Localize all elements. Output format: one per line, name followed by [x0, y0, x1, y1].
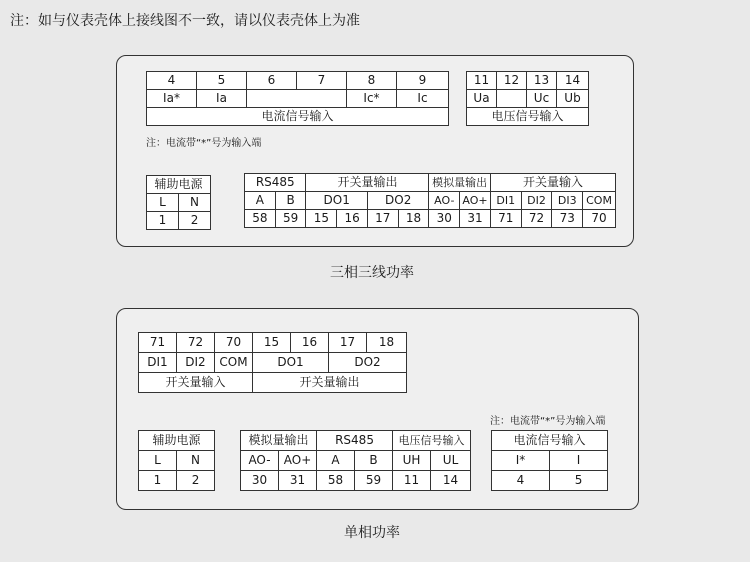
three-phase-caption: 三相三线功率: [330, 265, 414, 281]
group-title: RS485: [245, 174, 306, 192]
group-row: [241, 431, 471, 451]
terminal-label: COM: [215, 353, 253, 373]
terminal-label: AO+: [460, 192, 491, 210]
terminal-number: 8: [347, 72, 397, 90]
single-phase-mid-table: [240, 430, 471, 491]
terminal-number: 30: [241, 471, 279, 491]
terminal-label: L: [147, 194, 179, 212]
terminal-number: 70: [583, 210, 616, 228]
terminal-number: 73: [552, 210, 583, 228]
terminal-label-row: [245, 192, 616, 210]
terminal-number: 14: [557, 72, 589, 90]
terminal-number-row: [467, 72, 589, 90]
terminal-label: [247, 90, 347, 108]
single-phase-current-table: [491, 430, 608, 491]
terminal-number: 59: [355, 471, 393, 491]
terminal-label: B: [355, 451, 393, 471]
group-title: 电流信号输入: [492, 431, 608, 451]
terminal-number: 9: [397, 72, 449, 90]
terminal-label: DO2: [329, 353, 407, 373]
group-title: 开关量输出: [306, 174, 429, 192]
terminal-label: N: [177, 451, 215, 471]
group-title: 电流信号输入: [147, 108, 449, 126]
terminal-label: DO1: [253, 353, 329, 373]
terminal-number: 30: [429, 210, 460, 228]
terminal-label: AO-: [429, 192, 460, 210]
terminal-number: 31: [460, 210, 491, 228]
terminal-label-row: [147, 90, 449, 108]
terminal-label: UH: [393, 451, 431, 471]
terminal-label-row: [241, 451, 471, 471]
terminal-number: 15: [306, 210, 337, 228]
terminal-number: 5: [197, 72, 247, 90]
terminal-label: DI2: [177, 353, 215, 373]
terminal-label: DO2: [367, 192, 428, 210]
terminal-label: L: [139, 451, 177, 471]
terminal-number: 71: [490, 210, 521, 228]
terminal-number: 16: [291, 333, 329, 353]
three-phase-voltage-table: [466, 71, 589, 126]
three-phase-star-note: 注：电流带“*”号为输入端: [146, 138, 262, 149]
terminal-label: AO-: [241, 451, 279, 471]
terminal-label: I*: [492, 451, 550, 471]
terminal-number: 4: [492, 471, 550, 491]
three-phase-aux-power-table: [146, 175, 211, 230]
group-title: 辅助电源: [147, 176, 211, 194]
single-phase-caption: 单相功率: [344, 525, 400, 541]
terminal-number: 2: [177, 471, 215, 491]
terminal-number: 17: [329, 333, 367, 353]
top-note: 注：如与仪表壳体上接线图不一致，请以仪表壳体上为准: [10, 13, 360, 29]
terminal-number: 31: [279, 471, 317, 491]
terminal-label: DI1: [490, 192, 521, 210]
terminal-number: 17: [367, 210, 398, 228]
terminal-number: 5: [550, 471, 608, 491]
terminal-label: UL: [431, 451, 471, 471]
terminal-number: 1: [147, 212, 179, 230]
terminal-number: 12: [497, 72, 527, 90]
terminal-number: 2: [179, 212, 211, 230]
terminal-label: COM: [583, 192, 616, 210]
terminal-number: 16: [337, 210, 368, 228]
terminal-number: 59: [275, 210, 306, 228]
three-phase-io-table: [244, 173, 616, 228]
terminal-number: 15: [253, 333, 291, 353]
terminal-number-row: [147, 72, 449, 90]
group-row: [245, 174, 616, 192]
terminal-label: Uc: [527, 90, 557, 108]
terminal-label: DI2: [521, 192, 552, 210]
terminal-number: 58: [245, 210, 276, 228]
terminal-number: 6: [247, 72, 297, 90]
terminal-label: Ia: [197, 90, 247, 108]
group-title: 模拟量输出: [241, 431, 317, 451]
terminal-number: 72: [521, 210, 552, 228]
terminal-label: N: [179, 194, 211, 212]
group-title: 电压信号输入: [393, 431, 471, 451]
group-title: 模拟量输出: [429, 174, 490, 192]
terminal-label: B: [275, 192, 306, 210]
terminal-number-row: [139, 333, 407, 353]
terminal-number: 18: [398, 210, 429, 228]
terminal-number: 1: [139, 471, 177, 491]
terminal-number: 72: [177, 333, 215, 353]
group-title: 辅助电源: [139, 431, 215, 451]
group-row: [139, 373, 407, 393]
terminal-label: Ia*: [147, 90, 197, 108]
terminal-number: 71: [139, 333, 177, 353]
terminal-number: 14: [431, 471, 471, 491]
terminal-label: A: [317, 451, 355, 471]
terminal-label: DI1: [139, 353, 177, 373]
terminal-label: Ic: [397, 90, 449, 108]
terminal-number: 58: [317, 471, 355, 491]
terminal-number-row: [245, 210, 616, 228]
single-phase-star-note: 注：电流带“*”号为输入端: [490, 416, 606, 427]
group-title: 开关量输出: [253, 373, 407, 393]
terminal-number: 13: [527, 72, 557, 90]
terminal-label: DI3: [552, 192, 583, 210]
terminal-label: Ub: [557, 90, 589, 108]
terminal-number: 70: [215, 333, 253, 353]
single-phase-aux-power-table: [138, 430, 215, 491]
terminal-number-row: [241, 471, 471, 491]
terminal-number: 18: [367, 333, 407, 353]
terminal-label-row: [467, 90, 589, 108]
group-title: 开关量输入: [490, 174, 615, 192]
terminal-label: A: [245, 192, 276, 210]
group-title: 开关量输入: [139, 373, 253, 393]
terminal-label: Ua: [467, 90, 497, 108]
terminal-number: 11: [467, 72, 497, 90]
terminal-label: DO1: [306, 192, 367, 210]
terminal-label: [497, 90, 527, 108]
terminal-label-row: [139, 353, 407, 373]
terminal-number: 4: [147, 72, 197, 90]
terminal-number: 7: [297, 72, 347, 90]
terminal-label: AO+: [279, 451, 317, 471]
three-phase-current-table: [146, 71, 449, 126]
group-title: RS485: [317, 431, 393, 451]
single-phase-io-table: [138, 332, 407, 393]
terminal-label: I: [550, 451, 608, 471]
terminal-label: Ic*: [347, 90, 397, 108]
terminal-number: 11: [393, 471, 431, 491]
group-title: 电压信号输入: [467, 108, 589, 126]
